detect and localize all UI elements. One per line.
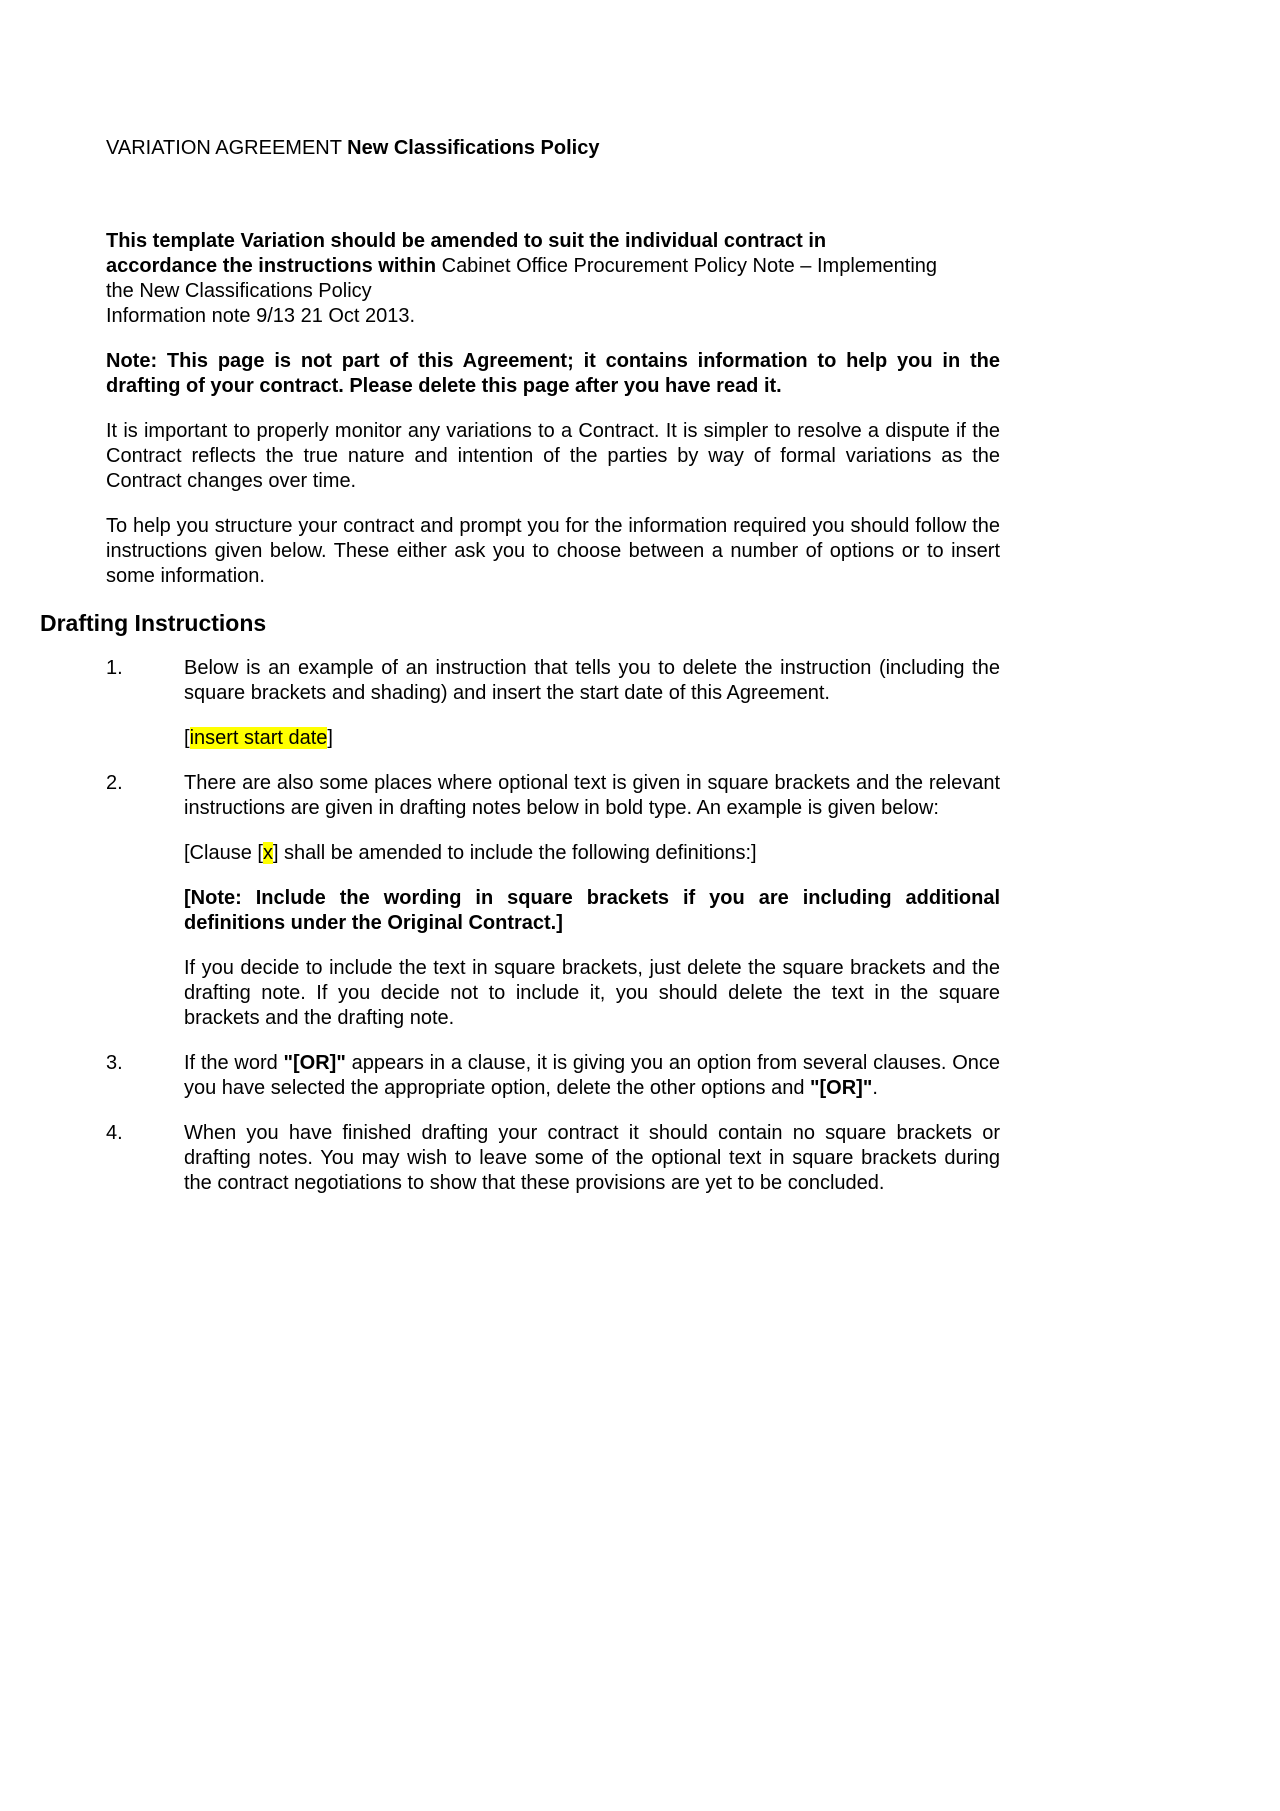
highlighted-insert-start-date: insert start date bbox=[189, 727, 328, 749]
item-3-or-2: "[OR]" bbox=[810, 1077, 873, 1099]
item-4-text: When you have finished drafting your contract it should contain no square brackets or drafting notes. You may wish to leave some of the optional text in square brackets during the contract negotiations to show that these provisions are yet to be concluded. bbox=[184, 1122, 1000, 1194]
item-3-part3: . bbox=[872, 1077, 878, 1099]
list-item-3 bbox=[106, 1051, 1000, 1101]
drafting-instructions-heading: Drafting Instructions bbox=[40, 610, 267, 636]
example-open-bracket: [ bbox=[184, 727, 190, 749]
list-item-1 bbox=[106, 656, 1000, 751]
item-2-text: There are also some places where optional text is given in square brackets and the relevant instructions are given in drafting notes below in bold type. An example is given below: bbox=[184, 772, 1000, 819]
item-3-or-1: "[OR]" bbox=[283, 1052, 346, 1074]
item-3-part1: If the word bbox=[184, 1052, 284, 1074]
item-3-text bbox=[184, 1051, 1000, 1101]
item-2-example bbox=[184, 841, 1000, 866]
item-2-explanation: If you decide to include the text in square brackets, just delete the square brackets and the drafting note. If you decide not to include it, you should delete the text in the square brackets and the drafting note. bbox=[184, 957, 1000, 1029]
item-4-content bbox=[184, 1121, 1000, 1196]
intro-line4: Information note 9/13 21 Oct 2013. bbox=[106, 305, 416, 327]
para-monitor-variations: It is important to properly monitor any variations to a Contract. It is simpler to resolve a dispute if the Contract reflects the true nature and intention of the parties by way of formal variations as the Contract changes over time. bbox=[106, 420, 1000, 492]
item-1-content bbox=[184, 656, 1000, 751]
intro-paragraph bbox=[106, 229, 1000, 329]
item-2-drafting-note: [Note: Include the wording in square brackets if you are including additional definitions under the Original Contract.] bbox=[184, 887, 1000, 934]
intro-line2-bold: accordance the instructions within bbox=[106, 255, 437, 277]
example-clause-before: [Clause [ bbox=[184, 842, 263, 864]
item-1-example bbox=[184, 726, 1000, 751]
intro-line1-bold: This template Variation should be amended to suit the individual contract in bbox=[106, 230, 827, 252]
document-title bbox=[106, 136, 1000, 161]
intro-line3: the New Classifications Policy bbox=[106, 280, 372, 302]
list-item-2 bbox=[106, 771, 1000, 1031]
para-structure-contract: To help you structure your contract and prompt you for the information required you should follow the instructions given below. These either ask you to choose between a number of options or to insert some information. bbox=[106, 515, 1000, 587]
list-item-4 bbox=[106, 1121, 1000, 1196]
delete-page-note: Note: This page is not part of this Agreement; it contains information to help you in the drafting of your contract. Please delete this page after you have read it. bbox=[106, 350, 1000, 397]
intro-line2-regular: Cabinet Office Procurement Policy Note – Implementing bbox=[436, 255, 938, 277]
item-3-part2: appears in a clause, it is giving you an option from several clauses. Once you have selected the appropriate option, delete the other options and bbox=[184, 1052, 1000, 1099]
item-2-content bbox=[184, 771, 1000, 1031]
item-1-text: Below is an example of an instruction that tells you to delete the instruction (including the square brackets and shading) and insert the start date of this Agreement. bbox=[184, 657, 1000, 704]
example-close-bracket: ] bbox=[327, 727, 333, 749]
item-1-number: 1. bbox=[106, 657, 123, 679]
item-3-content bbox=[184, 1051, 1000, 1101]
item-2-number: 2. bbox=[106, 772, 123, 794]
highlighted-x: x bbox=[262, 842, 273, 864]
item-4-number: 4. bbox=[106, 1122, 123, 1144]
title-regular: VARIATION AGREEMENT bbox=[106, 137, 348, 159]
item-3-number: 3. bbox=[106, 1052, 123, 1074]
title-bold: New Classifications Policy bbox=[347, 137, 600, 159]
example-clause-after: ] shall be amended to include the following definitions:] bbox=[272, 842, 757, 864]
